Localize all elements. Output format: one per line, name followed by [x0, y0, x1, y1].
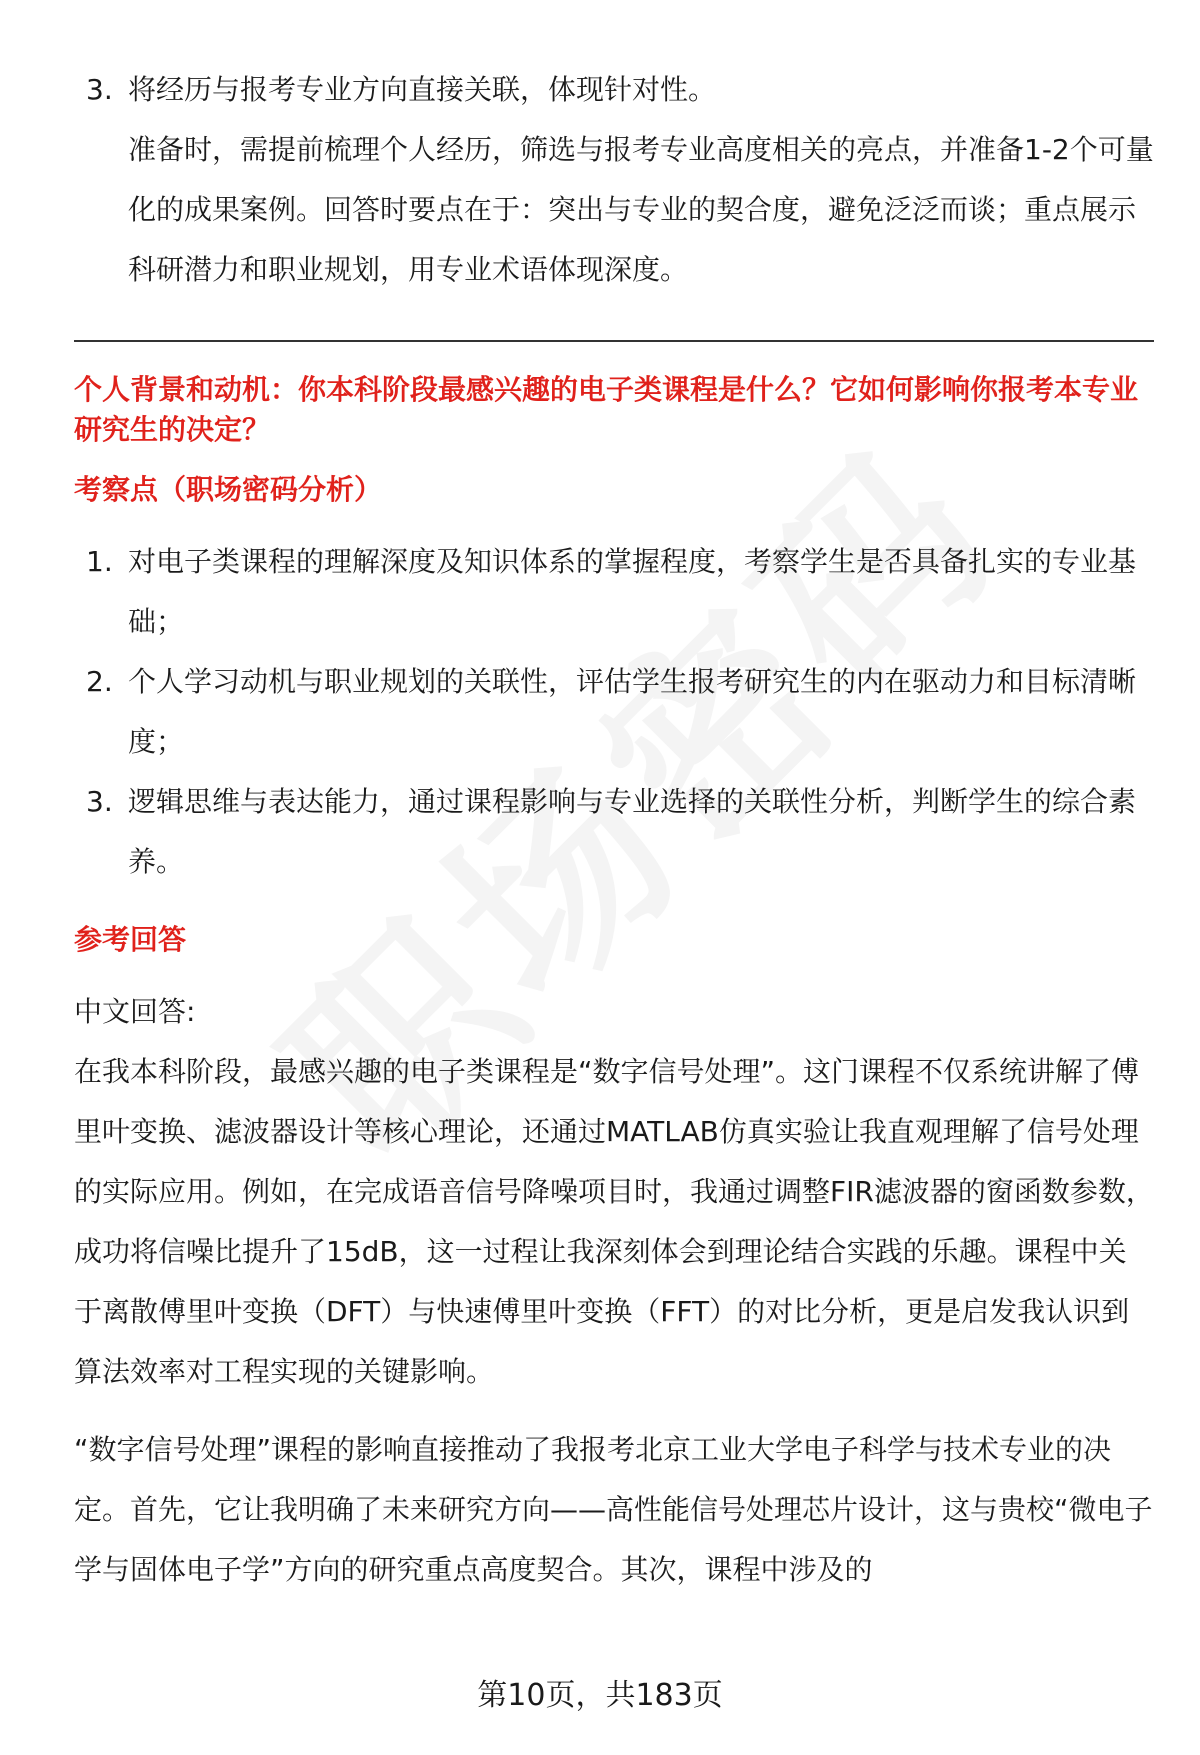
list-item — [74, 60, 1154, 120]
preparation-paragraph: 准备时，需提前梳理个人经历，筛选与报考专业高度相关的亮点，并准备1-2个可量化的成果案例。回答时要点在于：突出与专业的契合度，避免泛泛而谈；重点展示科研潜力和职业规划，用专业术语体现深度。 — [128, 133, 1154, 286]
reference-answer-title: 参考回答 — [74, 923, 187, 956]
section-divider — [74, 340, 1154, 342]
page-footer: 第10页，共183页 — [477, 1678, 723, 1713]
page-content — [74, 60, 1154, 1600]
list-text: 个人学习动机与职业规划的关联性，评估学生报考研究生的内在驱动力和目标清晰度； — [128, 665, 1137, 758]
list-number: 2. — [86, 665, 113, 698]
answer-paragraph-2: “数字信号处理”课程的影响直接推动了我报考北京工业大学电子科学与技术专业的决定。首先，它让我明确了未来研究方向——高性能信号处理芯片设计，这与贵校“微电子学与固体电子学”方向的研究重点高度契合。其次，课程中涉及的 — [74, 1433, 1153, 1586]
list-item — [74, 532, 1154, 652]
exam-points-list — [74, 532, 1154, 892]
list-number: 3. — [86, 785, 113, 818]
list-item — [74, 652, 1154, 772]
list-text: 逻辑思维与表达能力，通过课程影响与专业选择的关联性分析，判断学生的综合素养。 — [128, 785, 1137, 878]
answer-label: 中文回答: — [74, 995, 196, 1028]
answer-paragraph-1: 在我本科阶段，最感兴趣的电子类课程是“数字信号处理”。这门课程不仅系统讲解了傅里叶变换、滤波器设计等核心理论，还通过MATLAB仿真实验让我直观理解了信号处理的实际应用。例如，在完成语音信号降噪项目时，我通过调整FIR滤波器的窗函数参数，成功将信噪比提升了15dB，这一过程让我深刻体会到理论结合实践的乐趣。课程中关于离散傅里叶变换（DFT）与快速傅里叶变换（FFT）的对比分析，更是启发我认识到算法效率对工程实现的关键影响。 — [74, 1055, 1154, 1388]
list-text: 将经历与报考专业方向直接关联，体现针对性。 — [128, 73, 717, 106]
exam-points-title: 考察点（职场密码分析） — [74, 473, 383, 506]
question-heading: 个人背景和动机：你本科阶段最感兴趣的电子类课程是什么？它如何影响你报考本专业研究生的决定？ — [74, 373, 1139, 446]
list-text: 对电子类课程的理解深度及知识体系的掌握程度，考察学生是否具备扎实的专业基础； — [128, 545, 1137, 638]
list-number: 3. — [86, 73, 113, 106]
list-number: 1. — [86, 545, 113, 578]
list-item — [74, 772, 1154, 892]
